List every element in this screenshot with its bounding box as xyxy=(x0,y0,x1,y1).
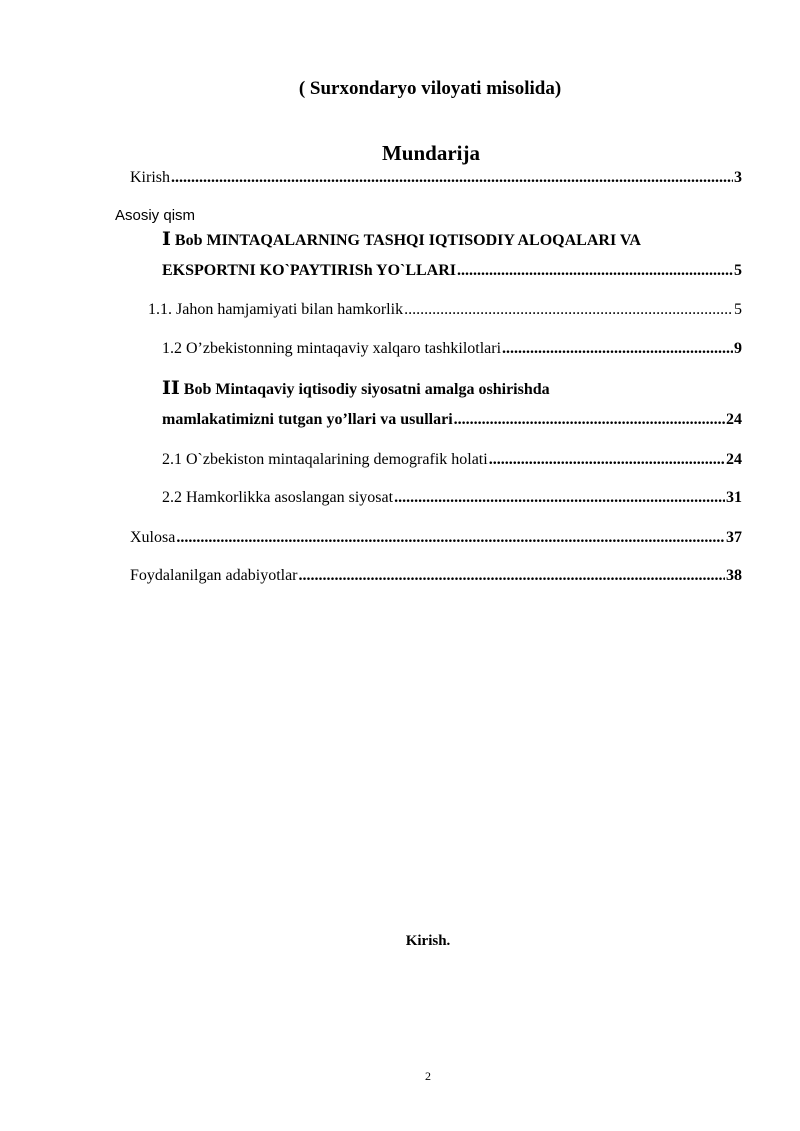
toc-entry-label: Kirish xyxy=(130,169,170,186)
toc-entry-label: Foydalanilgan adabiyotlar xyxy=(130,567,298,584)
toc-entry-label: 1.1. Jahon hamjamiyati bilan hamkorlik xyxy=(148,301,404,318)
kirish-heading: Kirish. xyxy=(405,933,451,949)
toc-leader-dots xyxy=(489,450,725,470)
toc-entry-1-1[interactable] xyxy=(148,300,742,320)
toc-chapter-1-line2[interactable] xyxy=(162,261,742,281)
toc-entry-page: 3 xyxy=(734,169,742,186)
chapter-numeral: I xyxy=(162,228,171,250)
toc-entry-2-2[interactable] xyxy=(162,488,742,508)
page-number: 2 xyxy=(425,1069,431,1083)
toc-entry-adabiyotlar[interactable] xyxy=(130,566,742,586)
toc-entry-2-1[interactable] xyxy=(162,450,742,470)
toc-leader-dots xyxy=(404,300,733,320)
toc-entry-page: 31 xyxy=(726,489,742,506)
toc-entry-label: EKSPORTNI KO`PAYTIRISh YO`LLARI xyxy=(162,262,457,279)
chapter-numeral: II xyxy=(162,377,180,399)
chapter-title-text: Bob Mintaqaviy iqtisodiy siyosatni amalga oshirishda xyxy=(183,381,550,398)
toc-entry-page: 37 xyxy=(726,529,742,546)
toc-heading: Mundarija xyxy=(381,141,480,165)
toc-entry-xulosa[interactable] xyxy=(130,528,742,548)
document-subtitle: ( Surxondaryo viloyati misolida) xyxy=(298,78,562,99)
toc-leader-dots xyxy=(171,168,733,188)
toc-leader-dots xyxy=(502,339,733,359)
toc-entry-1-2[interactable] xyxy=(162,339,742,359)
toc-entry-label: 1.2 O’zbekistonning mintaqaviy xalqaro tashkilotlari xyxy=(162,340,502,357)
toc-entry-page: 38 xyxy=(726,567,742,584)
toc-section-label: Asosiy qism xyxy=(115,207,196,224)
toc-entry-page: 9 xyxy=(734,340,742,357)
toc-entry-label: Xulosa xyxy=(130,529,176,546)
toc-entry-page: 5 xyxy=(734,262,742,279)
toc-entry-page: 5 xyxy=(734,301,742,318)
chapter-title-text: Bob MINTAQALARNING TASHQI IQTISODIY ALOQALARI VA xyxy=(174,232,641,249)
toc-entry-label: 2.1 O`zbekiston mintaqalarining demografik holati xyxy=(162,451,488,468)
toc-entry-page: 24 xyxy=(726,451,742,468)
toc-leader-dots xyxy=(454,410,725,430)
toc-leader-dots xyxy=(299,566,725,586)
toc-entry-kirish[interactable] xyxy=(130,168,742,188)
toc-chapter-1-line1[interactable] xyxy=(162,228,641,250)
toc-entry-page: 24 xyxy=(726,411,742,428)
toc-entry-label: mamlakatimizni tutgan yo’llari va usullari xyxy=(162,411,453,428)
toc-leader-dots xyxy=(176,528,725,548)
toc-leader-dots xyxy=(394,488,725,508)
toc-chapter-2-line2[interactable] xyxy=(162,410,742,430)
toc-chapter-2-line1[interactable] xyxy=(162,377,550,399)
toc-entry-label: 2.2 Hamkorlikka asoslangan siyosat xyxy=(162,489,394,506)
toc-leader-dots xyxy=(457,261,733,281)
